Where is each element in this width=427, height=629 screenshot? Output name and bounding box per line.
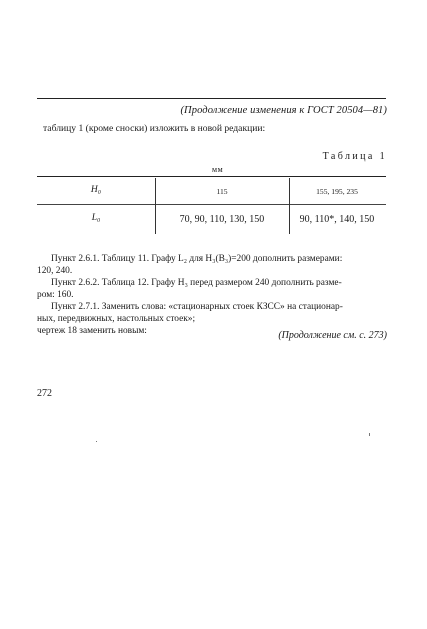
scan-speck: [96, 441, 97, 442]
table-row-h0-symbol: H₀: [90, 185, 102, 195]
table-row-h0-col2: 155, 195, 235: [316, 187, 358, 196]
table-row-l0-col2: 90, 110*, 140, 150: [299, 214, 375, 225]
intro-text: таблицу 1 (кроме сноски) изложить в новой редакции:: [43, 123, 266, 134]
table-row-divider: [37, 204, 386, 205]
page-number: 272: [37, 388, 52, 399]
paragraph-line: Пункт 2.6.1. Таблицу 11. Графу L₂ для H₃(B₃)=200 дополнить размерами:: [51, 254, 343, 264]
paragraph-line: ром: 160.: [37, 290, 74, 300]
paragraph-line: Пункт 2.7.1. Заменить слова: «стационарных стоек КЗСС» на стационар-: [51, 302, 343, 312]
table-row-h0-col1: 115: [216, 187, 228, 196]
continuation-header: (Продолжение изменения к ГОСТ 20504—81): [180, 105, 387, 116]
paragraph-line: ных, передвижных, настольных стоек»;: [37, 314, 196, 324]
paragraph-line: 120, 240.: [37, 266, 73, 276]
table-column-divider: [155, 178, 156, 234]
table-caption: Таблица 1: [322, 151, 387, 162]
table-row-l0-symbol: L₀: [91, 213, 101, 223]
table-top-rule: [37, 176, 386, 177]
table-row-l0-col1: 70, 90, 110, 130, 150: [179, 214, 265, 225]
table-column-divider: [289, 178, 290, 234]
paragraph-line: чертеж 18 заменить новым:: [37, 326, 147, 336]
top-rule: [37, 98, 386, 99]
continuation-footer: (Продолжение см. с. 273): [278, 330, 387, 341]
paragraph-line: Пункт 2.6.2. Таблица 12. Графу H₃ перед размером 240 дополнить разме-: [51, 278, 342, 288]
table-unit: мм: [212, 165, 224, 174]
scan-speck: [369, 433, 370, 436]
